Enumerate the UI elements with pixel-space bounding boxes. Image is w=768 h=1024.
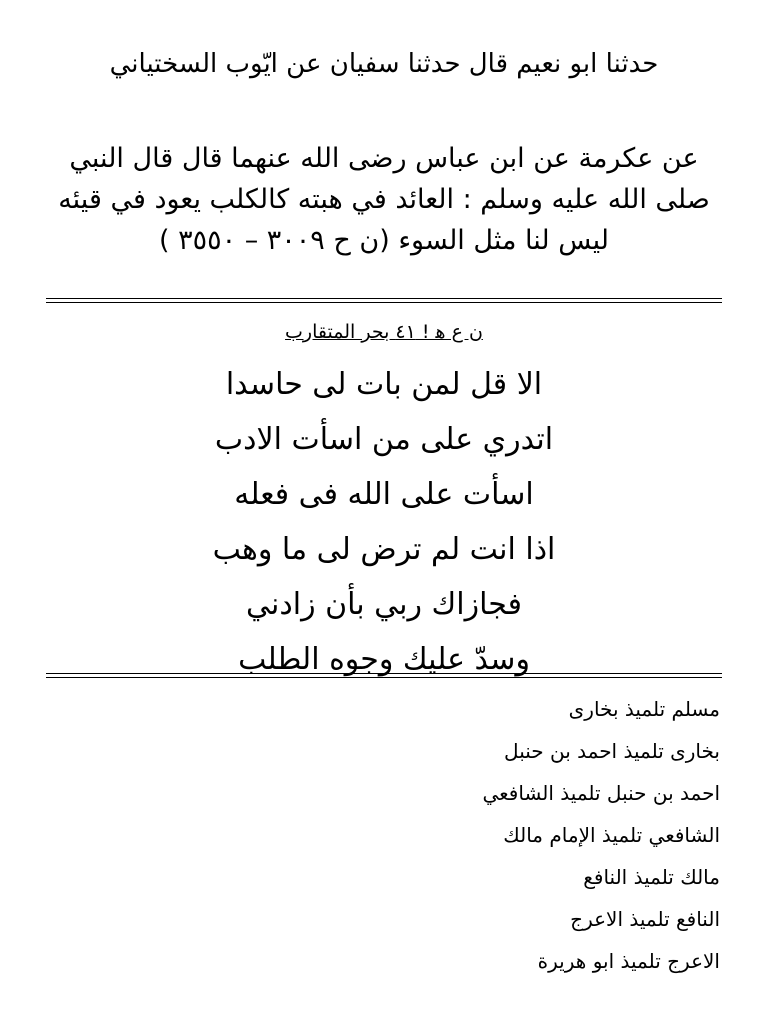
double-rule-divider: [46, 298, 722, 303]
poem-verse: وسدّ عليك وجوه الطلب: [238, 642, 530, 677]
chain-item: مالك تلميذ النافع: [583, 865, 720, 889]
chain-item: احمد بن حنبل تلميذ الشافعي: [482, 781, 720, 805]
hadith-text: عن عكرمة عن ابن عباس رضى الله عنهما قال قال النبي صلى الله عليه وسلم : العائد في هبته كالكلب يعود في قيئه ليس لنا مثل السوء (ن ح ٣٠٠٩ – ٣٥٥٠ ): [58, 143, 710, 256]
poem-verse: اسأت على الله فى فعله: [234, 477, 534, 512]
double-rule-divider: [46, 673, 722, 678]
poem-verse: الا قل لمن بات لى حاسدا: [225, 367, 543, 402]
poem-verse: فجازاك ربي بأن زادني: [246, 587, 522, 622]
poem-meter-heading: ن ع ﻫ ! ٤١ بحر المتقارب: [285, 321, 483, 343]
poem: [0, 357, 768, 687]
chain-item: الشافعي تلميذ الإمام مالك: [503, 823, 720, 847]
chain-item: مسلم تلميذ بخارى: [568, 697, 720, 721]
chain-item: الاعرج تلميذ ابو هريرة: [537, 949, 720, 973]
chain-of-teachers: [0, 688, 720, 982]
hadith-narrators: حدثنا ابو نعيم قال حدثنا سفيان عن ايّوب السختياني: [109, 49, 659, 79]
chain-item: بخارى تلميذ احمد بن حنبل: [504, 739, 720, 763]
poem-verse: اتدري على من اسأت الادب: [214, 422, 554, 457]
poem-verse: اذا انت لم ترض لى ما وهب: [212, 532, 556, 567]
chain-item: النافع تلميذ الاعرج: [570, 907, 720, 931]
